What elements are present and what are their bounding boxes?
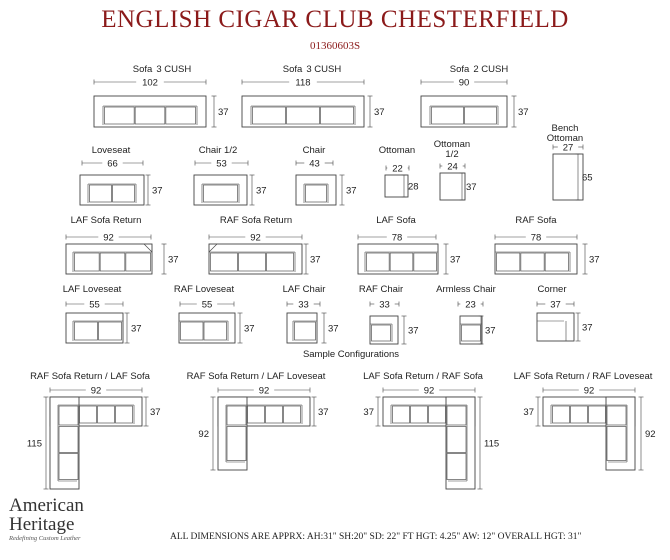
width-dimension-value: 78	[391, 232, 403, 244]
depth-dimension-value: 37	[589, 254, 600, 266]
width-dimension-value: 102	[142, 77, 158, 89]
piece-sofa-3cush-118	[242, 64, 385, 127]
config-raf-sofa-return-laf-loveseat	[187, 371, 329, 470]
piece-name: Armless Chair	[436, 284, 496, 295]
width-dimension-value: 78	[530, 232, 542, 244]
seam-cover	[51, 398, 79, 426]
width-dimension-value: 92	[103, 232, 114, 244]
depth-dimension-value: 65	[582, 172, 593, 184]
piece-name: LAF Sofa Return	[70, 215, 142, 226]
piece-chair	[296, 145, 357, 205]
piece-name: Chair	[302, 145, 326, 156]
cushion-count: 3 CUSH	[156, 64, 192, 75]
piece-name: LAF Chair	[282, 284, 326, 295]
piece-raf-sofa	[495, 215, 600, 274]
depth-dimension-value: 37	[310, 254, 321, 266]
piece-outline	[421, 96, 507, 127]
ottoman-outline	[440, 173, 465, 200]
config-name: LAF Sofa Return / RAF Loveseat	[513, 371, 653, 382]
piece-name: Chair 1/2	[198, 145, 238, 156]
piece-name: LAF Sofa	[376, 215, 416, 226]
width-dimension-value: 66	[107, 158, 118, 170]
width-dimension-value: 33	[298, 299, 309, 311]
depth-dimension-value: 37	[244, 323, 255, 335]
piece-name-line-2: 1/2	[445, 149, 459, 160]
depth-dimension-value: 92	[198, 429, 209, 440]
piece-ottoman	[379, 145, 419, 197]
depth-dimension-value: 37	[450, 254, 461, 266]
width-dimension-value: 92	[423, 385, 435, 397]
depth-dimension-value: 115	[26, 438, 42, 450]
bench-outline	[553, 154, 583, 200]
width-dimension-value: 118	[295, 77, 311, 89]
page-title: ENGLISH CIGAR CLUB CHESTERFIELD	[101, 6, 569, 33]
width-dimension-value: 27	[562, 142, 574, 154]
logo-line-2: Heritage	[9, 514, 75, 535]
piece-laf-sofa-return	[66, 215, 179, 274]
config-name: LAF Sofa Return / RAF Sofa	[363, 371, 483, 382]
depth-dimension-value: 92	[645, 429, 656, 440]
depth-dimension-value: 37	[328, 323, 339, 335]
depth-dimension-value: 37	[256, 185, 267, 197]
width-dimension-value: 24	[447, 161, 458, 173]
piece-laf-sofa	[358, 215, 461, 274]
piece-name-line-2: Ottoman	[546, 133, 584, 144]
depth-dimension-value: 37	[408, 325, 419, 337]
piece-name: RAF Sofa	[515, 215, 557, 226]
corner-outline	[537, 313, 574, 341]
depth-dimension-value: 37	[374, 107, 385, 118]
piece-outline	[66, 244, 152, 274]
depth-dimension-value: 37	[168, 254, 179, 266]
depth-dimension-value: 37	[346, 185, 357, 197]
piece-name: Ottoman	[433, 139, 471, 150]
piece-outline	[358, 244, 438, 274]
model-code: 01360603S	[309, 40, 361, 52]
piece-name: Sofa 3 CUSH	[132, 64, 192, 75]
piece-outline	[495, 244, 577, 274]
depth-dimension-value: 37	[582, 322, 593, 334]
depth-dimension-value: 37	[131, 323, 142, 335]
depth-dimension-value: 37	[150, 407, 161, 418]
width-dimension-value: 23	[465, 299, 476, 311]
config-laf-sofa-return-raf-sofa	[363, 371, 499, 489]
width-dimension-value: 92	[90, 385, 102, 397]
depth-dimension-value: 37	[518, 107, 529, 118]
config-name: RAF Sofa Return / LAF Sofa	[30, 371, 150, 382]
piece-name: Bench	[551, 123, 579, 134]
piece-sofa-3cush-102	[94, 64, 229, 127]
depth-dimension-value: 37	[363, 407, 374, 418]
piece-name: RAF Chair	[358, 284, 404, 295]
piece-name: Ottoman	[378, 145, 416, 156]
width-dimension-value: 43	[309, 158, 320, 170]
seam-cover	[219, 398, 247, 426]
piece-bench-ottoman	[547, 123, 593, 200]
piece-laf-loveseat	[63, 284, 142, 343]
width-dimension-value: 92	[583, 385, 595, 397]
piece-laf-chair	[283, 284, 339, 343]
piece-name: Sofa 3 CUSH	[282, 64, 342, 75]
width-dimension-value: 92	[250, 232, 261, 244]
piece-name: RAF Loveseat	[173, 284, 235, 295]
logo-line-1: American	[9, 495, 84, 516]
width-dimension-value: 33	[379, 299, 390, 311]
piece-outline	[460, 316, 482, 344]
cushion-count: 3 CUSH	[306, 64, 342, 75]
width-dimension-value: 37	[550, 299, 561, 311]
depth-dimension-value: 115	[484, 438, 500, 450]
width-dimension-value: 55	[89, 299, 100, 311]
piece-outline	[242, 96, 364, 127]
piece-outline	[94, 96, 206, 127]
seam-cover	[607, 398, 635, 426]
config-raf-sofa-return-laf-sofa	[27, 371, 161, 489]
piece-name: LAF Loveseat	[62, 284, 122, 295]
depth-dimension-value: 37	[218, 107, 229, 118]
piece-armless-chair	[436, 284, 496, 344]
piece-outline	[209, 244, 302, 274]
piece-ottoman-half	[434, 139, 477, 200]
ottoman-outline	[385, 175, 408, 197]
piece-chair-half	[194, 145, 267, 205]
piece-outline	[370, 316, 398, 344]
config-laf-sofa-return-raf-loveseat	[514, 371, 656, 470]
piece-raf-loveseat	[174, 284, 255, 343]
width-dimension-value: 55	[201, 299, 213, 311]
depth-dimension-value: 37	[318, 407, 329, 418]
piece-raf-sofa-return	[209, 215, 321, 274]
piece-sofa-2cush-90	[421, 64, 529, 127]
piece-name: RAF Sofa Return	[219, 215, 293, 226]
seam-cover	[447, 398, 475, 426]
piece-name: Corner	[537, 284, 567, 295]
dimensions-footnote: ALL DIMENSIONS ARE APPRX: AH:31" SH:20" SD: 22" FT HGT: 4.25" AW: 12" OVERALL HGT: 31"	[170, 532, 582, 542]
company-logo	[9, 496, 109, 542]
logo-tagline: Redefining Custom Leather	[9, 535, 81, 542]
depth-dimension-value: 37	[485, 325, 496, 337]
width-dimension-value: 90	[458, 77, 470, 89]
width-dimension-value: 22	[392, 163, 403, 175]
width-dimension-value: 92	[258, 385, 270, 397]
config-name: RAF Sofa Return / LAF Loveseat	[186, 371, 326, 382]
piece-name: Loveseat	[91, 145, 131, 156]
section-title: Sample Configurations	[302, 349, 400, 360]
piece-raf-chair	[359, 284, 419, 344]
depth-dimension-value: 28	[408, 181, 419, 193]
piece-outline	[287, 313, 317, 343]
piece-name: Sofa 2 CUSH	[449, 64, 509, 75]
piece-loveseat	[80, 145, 163, 205]
piece-corner	[537, 284, 593, 341]
depth-dimension-value: 37	[523, 407, 534, 418]
piece-outline	[296, 175, 336, 205]
width-dimension-value: 53	[216, 158, 227, 170]
cushion-count: 2 CUSH	[473, 64, 509, 75]
depth-dimension-value: 37	[152, 185, 163, 197]
depth-dimension-value: 37	[466, 182, 477, 193]
